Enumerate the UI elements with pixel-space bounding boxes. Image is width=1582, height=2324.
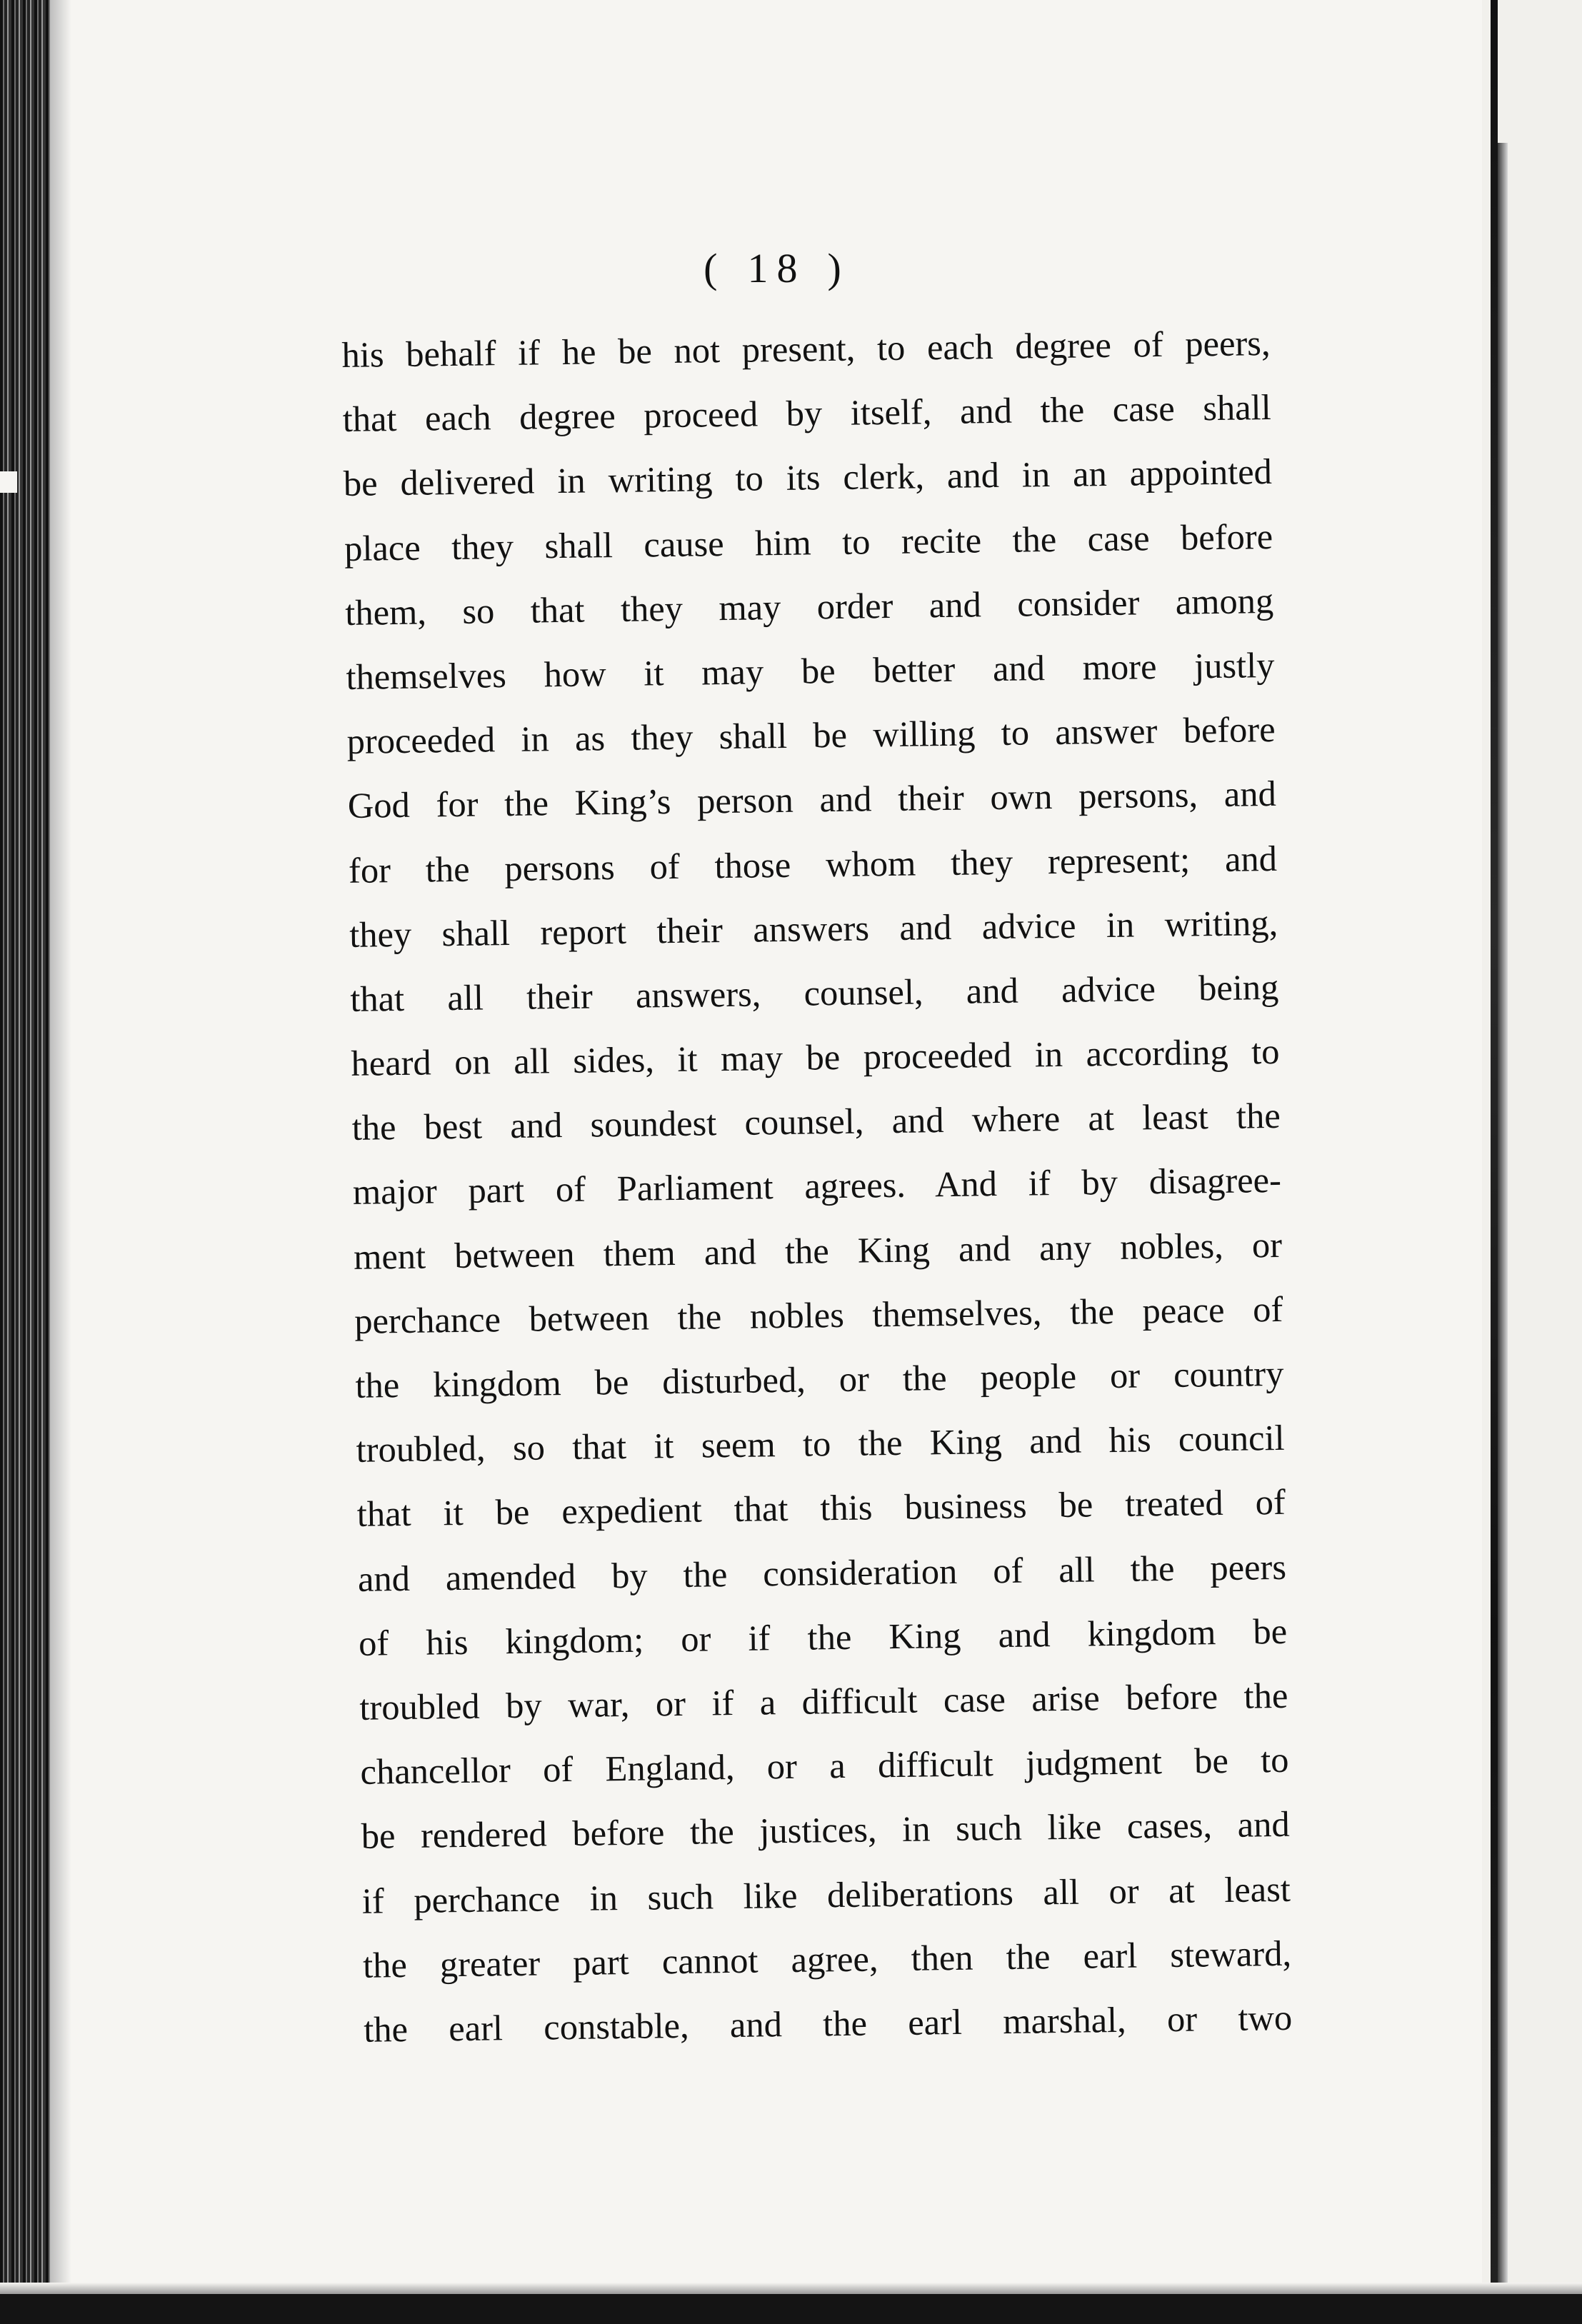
text-line: that it be expedient that this business be treated of	[356, 1482, 1286, 1535]
text-line: of his kingdom; or if the King and kingdom be	[358, 1611, 1288, 1663]
text-line: be delivered in writing to its clerk, and in an appointed	[343, 451, 1273, 504]
text-line: they shall report their answers and advice in writing,	[349, 902, 1278, 955]
text-line: place they shall cause him to recite the case before	[344, 516, 1273, 569]
page-edge-right-shadow	[1498, 143, 1508, 2324]
text-line: that all their answers, counsel, and advice being	[350, 966, 1279, 1019]
text-line: God for the King’s person and their own persons, and	[347, 773, 1277, 826]
text-line: be rendered before the justices, in such like cases, and	[361, 1804, 1290, 1857]
text-line: troubled by war, or if a difficult case arise before the	[359, 1675, 1288, 1728]
text-line: the earl constable, and the earl marshal, or two	[363, 1997, 1293, 2050]
binding-shadow-left	[50, 0, 71, 2324]
text-line: heard on all sides, it may be proceeded in according to	[351, 1031, 1280, 1083]
text-line: and amended by the consideration of all the peers	[357, 1546, 1287, 1599]
page-number	[0, 244, 1568, 292]
text-line: the greater part cannot agree, then the earl steward,	[362, 1933, 1292, 1985]
text-line: troubled, so that it seem to the King and his council	[356, 1418, 1285, 1471]
scan-bottom-border	[0, 2294, 1582, 2324]
text-line: his behalf if he be not present, to each degree of peers,	[341, 322, 1271, 375]
text-line: the best and soundest counsel, and where at least the	[351, 1096, 1281, 1148]
text-line: proceeded in as they shall be willing to answer before	[346, 709, 1276, 762]
text-line: perchance between the nobles themselves, the peace of	[354, 1288, 1283, 1341]
page-number-close-paren: )	[827, 245, 850, 291]
page-number-value: 18	[747, 245, 806, 291]
text-line: ment between them and the King and any nobles, or	[353, 1224, 1283, 1277]
page-number-open-paren: (	[704, 245, 726, 291]
text-line: that each degree proceed by itself, and the case shall	[342, 387, 1272, 440]
text-line: them, so that they may order and consider among	[344, 580, 1274, 633]
page-bottom-shadow	[0, 2283, 1582, 2294]
page-edge-right-line	[1491, 0, 1498, 2324]
text-line: major part of Parliament agrees. And if by disagree-	[352, 1160, 1282, 1213]
binding-notch	[0, 471, 17, 493]
body-text	[341, 311, 1293, 2062]
text-line: the kingdom be disturbed, or the people or country	[355, 1353, 1284, 1406]
text-line: if perchance in such like deliberations all or at least	[361, 1868, 1291, 1921]
binding-edge-left	[0, 0, 50, 2324]
text-line: themselves how it may be better and more justly	[346, 644, 1275, 697]
text-line: chancellor of England, or a difficult judgment be to	[360, 1739, 1289, 1792]
text-line: for the persons of those whom they represent; and	[348, 838, 1278, 891]
